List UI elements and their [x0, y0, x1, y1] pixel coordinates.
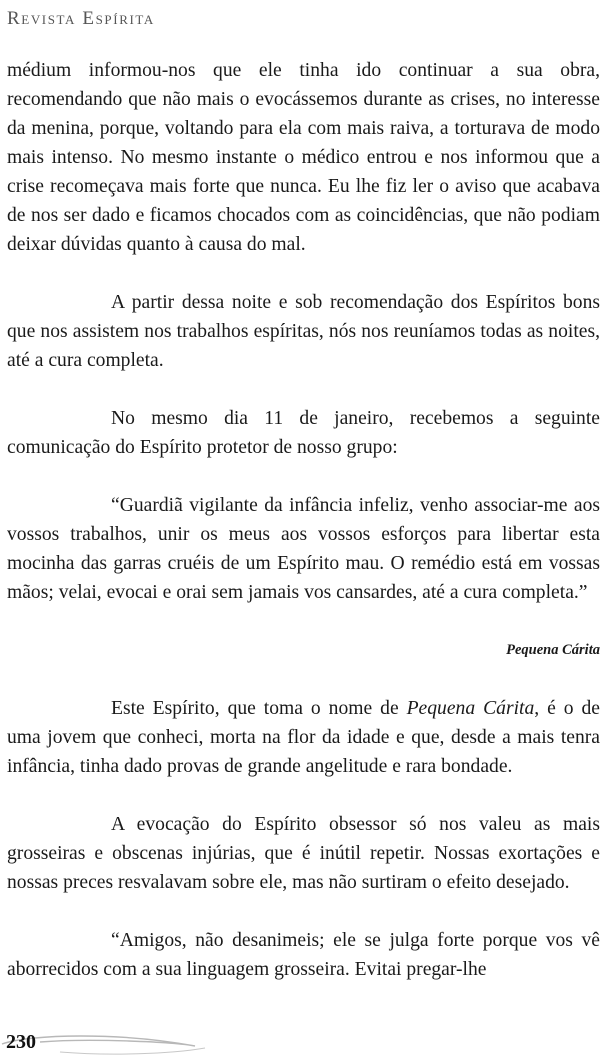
- paragraph-5-end: , é o de uma jovem que conheci, morta na flor da idade e que, desde a mais tenra infância, tinha dado provas de grande angelitude e rara bondade.: [7, 698, 600, 777]
- running-header: [7, 8, 155, 30]
- paragraph-1: médium informou-nos que ele tinha ido continuar a sua obra, recomendando que não mais o evocássemos durante as crises, no interesse da menina, porque, voltando para ela com mais raiva, a torturava de modo mais intenso. No mesmo instante o médico entrou e nos informou que a crise recomeçava mais forte que nunca. Eu lhe fiz ler o aviso que acabava de nos ser dado e ficamos chocados com as coincidências, que não podiam deixar dúvidas quanto à causa do mal.: [7, 60, 600, 255]
- paragraph-5-emphasis: Pequena Cárita: [406, 698, 535, 719]
- paragraph-5: [7, 694, 600, 781]
- paragraph-4-quote: “Guardiã vigilante da infância infeliz, venho associar-me aos vossos trabalhos, unir os meus aos vossos esforços para libertar esta mocinha das garras cruéis de um Espírito mau. O remédio está em vossas mãos; velai, evocai e orai sem jamais vos cansardes, até a cura completa.”: [7, 495, 600, 603]
- paragraph-2: A partir dessa noite e sob recomendação dos Espíritos bons que nos assistem nos trabalhos espíritas, nós nos reuníamos todas as noites, até a cura completa.: [7, 292, 600, 371]
- signature: Pequena Cárita: [506, 642, 600, 658]
- page-number: 230: [6, 1031, 36, 1053]
- page-body: [7, 56, 600, 984]
- paragraph-5-start: Este Espírito, que toma o nome de: [111, 698, 407, 719]
- running-header-title: Revista Espírita: [7, 8, 155, 29]
- paragraph-6: A evocação do Espírito obsessor só nos valeu as mais grosseiras e obscenas injúrias, que é inútil repetir. Nossas exortações e nossas preces resvalavam sobre ele, mas não surtiram o efeito desejado.: [7, 814, 600, 893]
- paragraph-3: No mesmo dia 11 de janeiro, recebemos a seguinte comunicação do Espírito protetor de nosso grupo:: [7, 408, 600, 458]
- paragraph-7: “Amigos, não desanimeis; ele se julga forte porque vos vê aborrecidos com a sua linguagem grosseira. Evitai pregar-lhe: [7, 930, 600, 980]
